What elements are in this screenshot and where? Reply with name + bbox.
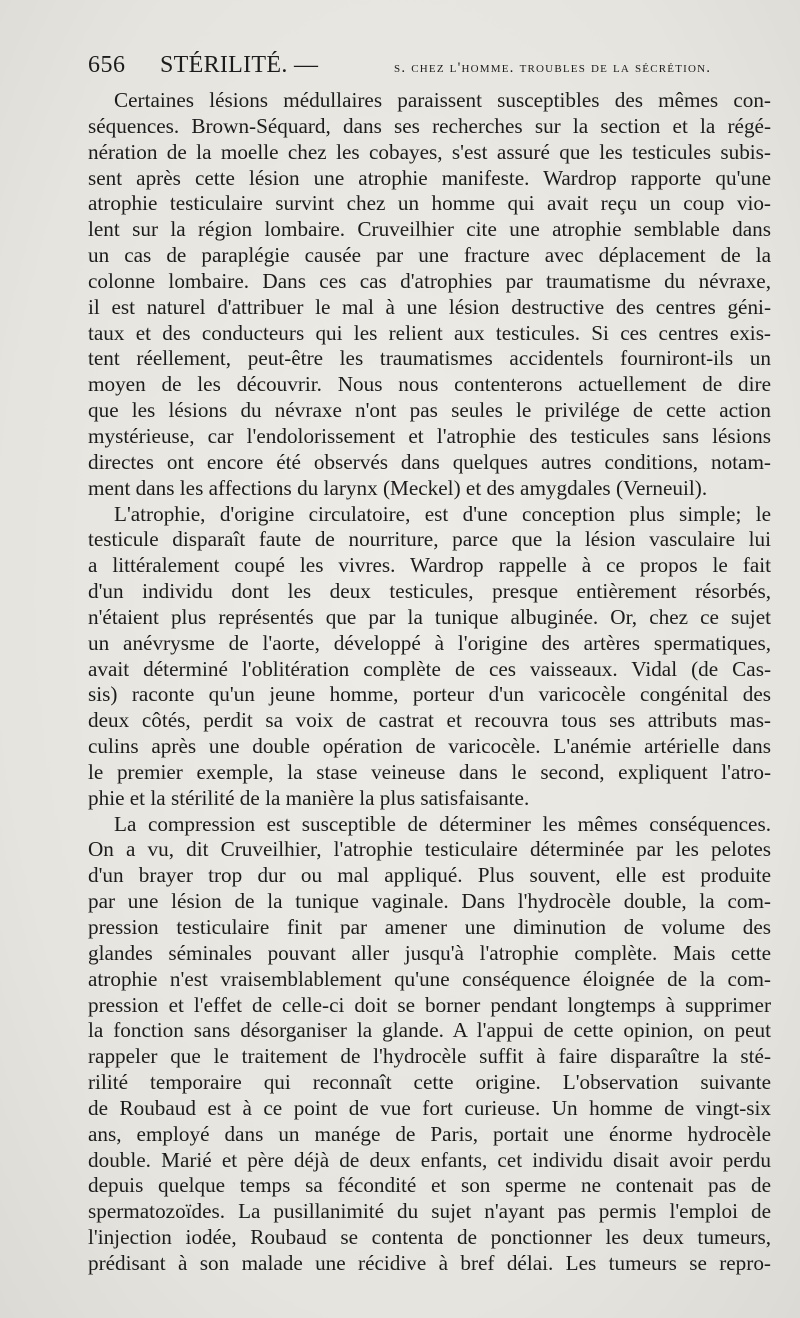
text-line: pression et l'effet de celle-ci doit se borner pendant longtemps à supprimer: [88, 992, 771, 1017]
text-line: taux et des conducteurs qui les relient aux testicules. Si ces centres exis-: [88, 320, 771, 345]
text-line: spermatozoïdes. La pusillanimité du sujet n'ayant pas permis l'emploi de: [88, 1199, 771, 1224]
paragraph: [88, 812, 771, 1277]
text-line: le premier exemple, la stase veineuse dans le second, expliquent l'atro-: [88, 759, 771, 784]
text-line: On a vu, dit Cruveilhier, l'atrophie testiculaire déterminée par les pelotes: [88, 837, 771, 862]
text-line: sent après cette lésion une atrophie manifeste. Wardrop rapporte qu'une: [88, 165, 771, 190]
text-line: prédisant à son malade une récidive à bref délai. Les tumeurs se repro-: [88, 1250, 771, 1275]
text-line: un anévrysme de l'aorte, développé à l'origine des artères spermatiques,: [88, 630, 771, 655]
paragraph: [88, 88, 771, 502]
text-line: La compression est susceptible de déterminer les mêmes conséquences.: [114, 811, 771, 836]
text-line: tent réellement, peut-être les traumatismes accidentels fourniront-ils un: [88, 346, 771, 371]
text-line: l'injection iodée, Roubaud se contenta de ponctionner les deux tumeurs,: [88, 1225, 771, 1250]
text-line: il est naturel d'attribuer le mal à une lésion destructive des centres géni-: [88, 294, 771, 319]
text-line: par une lésion de la tunique vaginale. Dans l'hydrocèle double, la com-: [88, 889, 771, 914]
text-line: que les lésions du névraxe n'ont pas seules le privilége de cette action: [88, 398, 771, 423]
page-header: [88, 52, 778, 88]
text-line: avait déterminé l'oblitération complète de ces vaisseaux. Vidal (de Cas-: [88, 656, 771, 681]
body-text: [88, 88, 771, 1277]
text-line: testicule disparaît faute de nourriture, parce que la lésion vasculaire lui: [88, 527, 771, 552]
text-line: d'un individu dont les deux testicules, presque entièrement résorbés,: [88, 579, 771, 604]
text-line: d'un brayer trop dur ou mal appliqué. Plus souvent, elle est produite: [88, 863, 771, 888]
text-line: a littéralement coupé les vivres. Wardrop rappelle à ce propos le fait: [88, 553, 771, 578]
text-line: phie et la stérilité de la manière la plus satisfaisante.: [88, 785, 530, 810]
text-line: depuis quelque temps sa fécondité et son sperme ne contenait pas de: [88, 1173, 771, 1198]
text-line: L'atrophie, d'origine circulatoire, est d'une conception plus simple; le: [114, 501, 771, 526]
text-line: la fonction sans désorganiser la glande. A l'appui de cette opinion, on peut: [88, 1018, 771, 1043]
text-line: atrophie n'est vraisemblablement qu'une conséquence éloignée de la com-: [88, 966, 771, 991]
text-line: nération de la moelle chez les cobayes, s'est assuré que les testicules subis-: [88, 139, 771, 164]
text-line: directes ont encore été observés dans quelques autres conditions, notam-: [88, 449, 771, 474]
text-line: rappeler que le traitement de l'hydrocèle suffit à faire disparaître la sté-: [88, 1044, 771, 1069]
text-line: culins après une double opération de varicocèle. L'anémie artérielle dans: [88, 734, 771, 759]
text-line: moyen de les découvrir. Nous nous contenterons actuellement de dire: [88, 372, 771, 397]
text-line: colonne lombaire. Dans ces cas d'atrophies par traumatisme du névraxe,: [88, 268, 771, 293]
text-line: ment dans les affections du larynx (Meckel) et des amygdales (Verneuil).: [88, 475, 708, 500]
text-line: atrophie testiculaire survint chez un homme qui avait reçu un coup vio-: [88, 191, 771, 216]
text-line: ans, employé dans un manége de Paris, portait une énorme hydrocèle: [88, 1121, 771, 1146]
text-line: de Roubaud est à ce point de vue fort curieuse. Un homme de vingt-six: [88, 1095, 771, 1120]
text-line: glandes séminales pouvant aller jusqu'à l'atrophie complète. Mais cette: [88, 940, 771, 965]
text-line: un cas de paraplégie causée par une fracture avec déplacement de la: [88, 243, 771, 268]
text-line: lent sur la région lombaire. Cruveilhier cite une atrophie semblable dans: [88, 217, 771, 242]
text-line: séquences. Brown-Séquard, dans ses recherches sur la section et la régé-: [88, 113, 771, 138]
page-number: 656: [88, 52, 126, 78]
text-line: pression testiculaire finit par amener une diminution de volume des: [88, 915, 771, 939]
paragraph: [88, 502, 771, 812]
text-line: Certaines lésions médullaires paraissent susceptibles des mêmes con-: [114, 88, 771, 112]
text-line: double. Marié et père déjà de deux enfants, cet individu disait avoir perdu: [88, 1147, 771, 1172]
text-line: mystérieuse, car l'endolorissement et l'atrophie des testicules sans lésions: [88, 423, 771, 448]
running-head-subtitle: s. chez l'homme. troubles de la sécrétion.: [394, 60, 712, 76]
text-line: n'étaient plus représentés que par la tunique albuginée. Or, chez ce sujet: [88, 604, 771, 629]
running-head-title: STÉRILITÉ. —: [160, 52, 319, 78]
text-line: sis) raconte qu'un jeune homme, porteur d'un varicocèle congénital des: [88, 682, 771, 707]
text-line: rilité temporaire qui reconnaît cette origine. L'observation suivante: [88, 1070, 771, 1095]
text-line: deux côtés, perdit sa voix de castrat et recouvra tous ses attributs mas-: [88, 708, 771, 733]
